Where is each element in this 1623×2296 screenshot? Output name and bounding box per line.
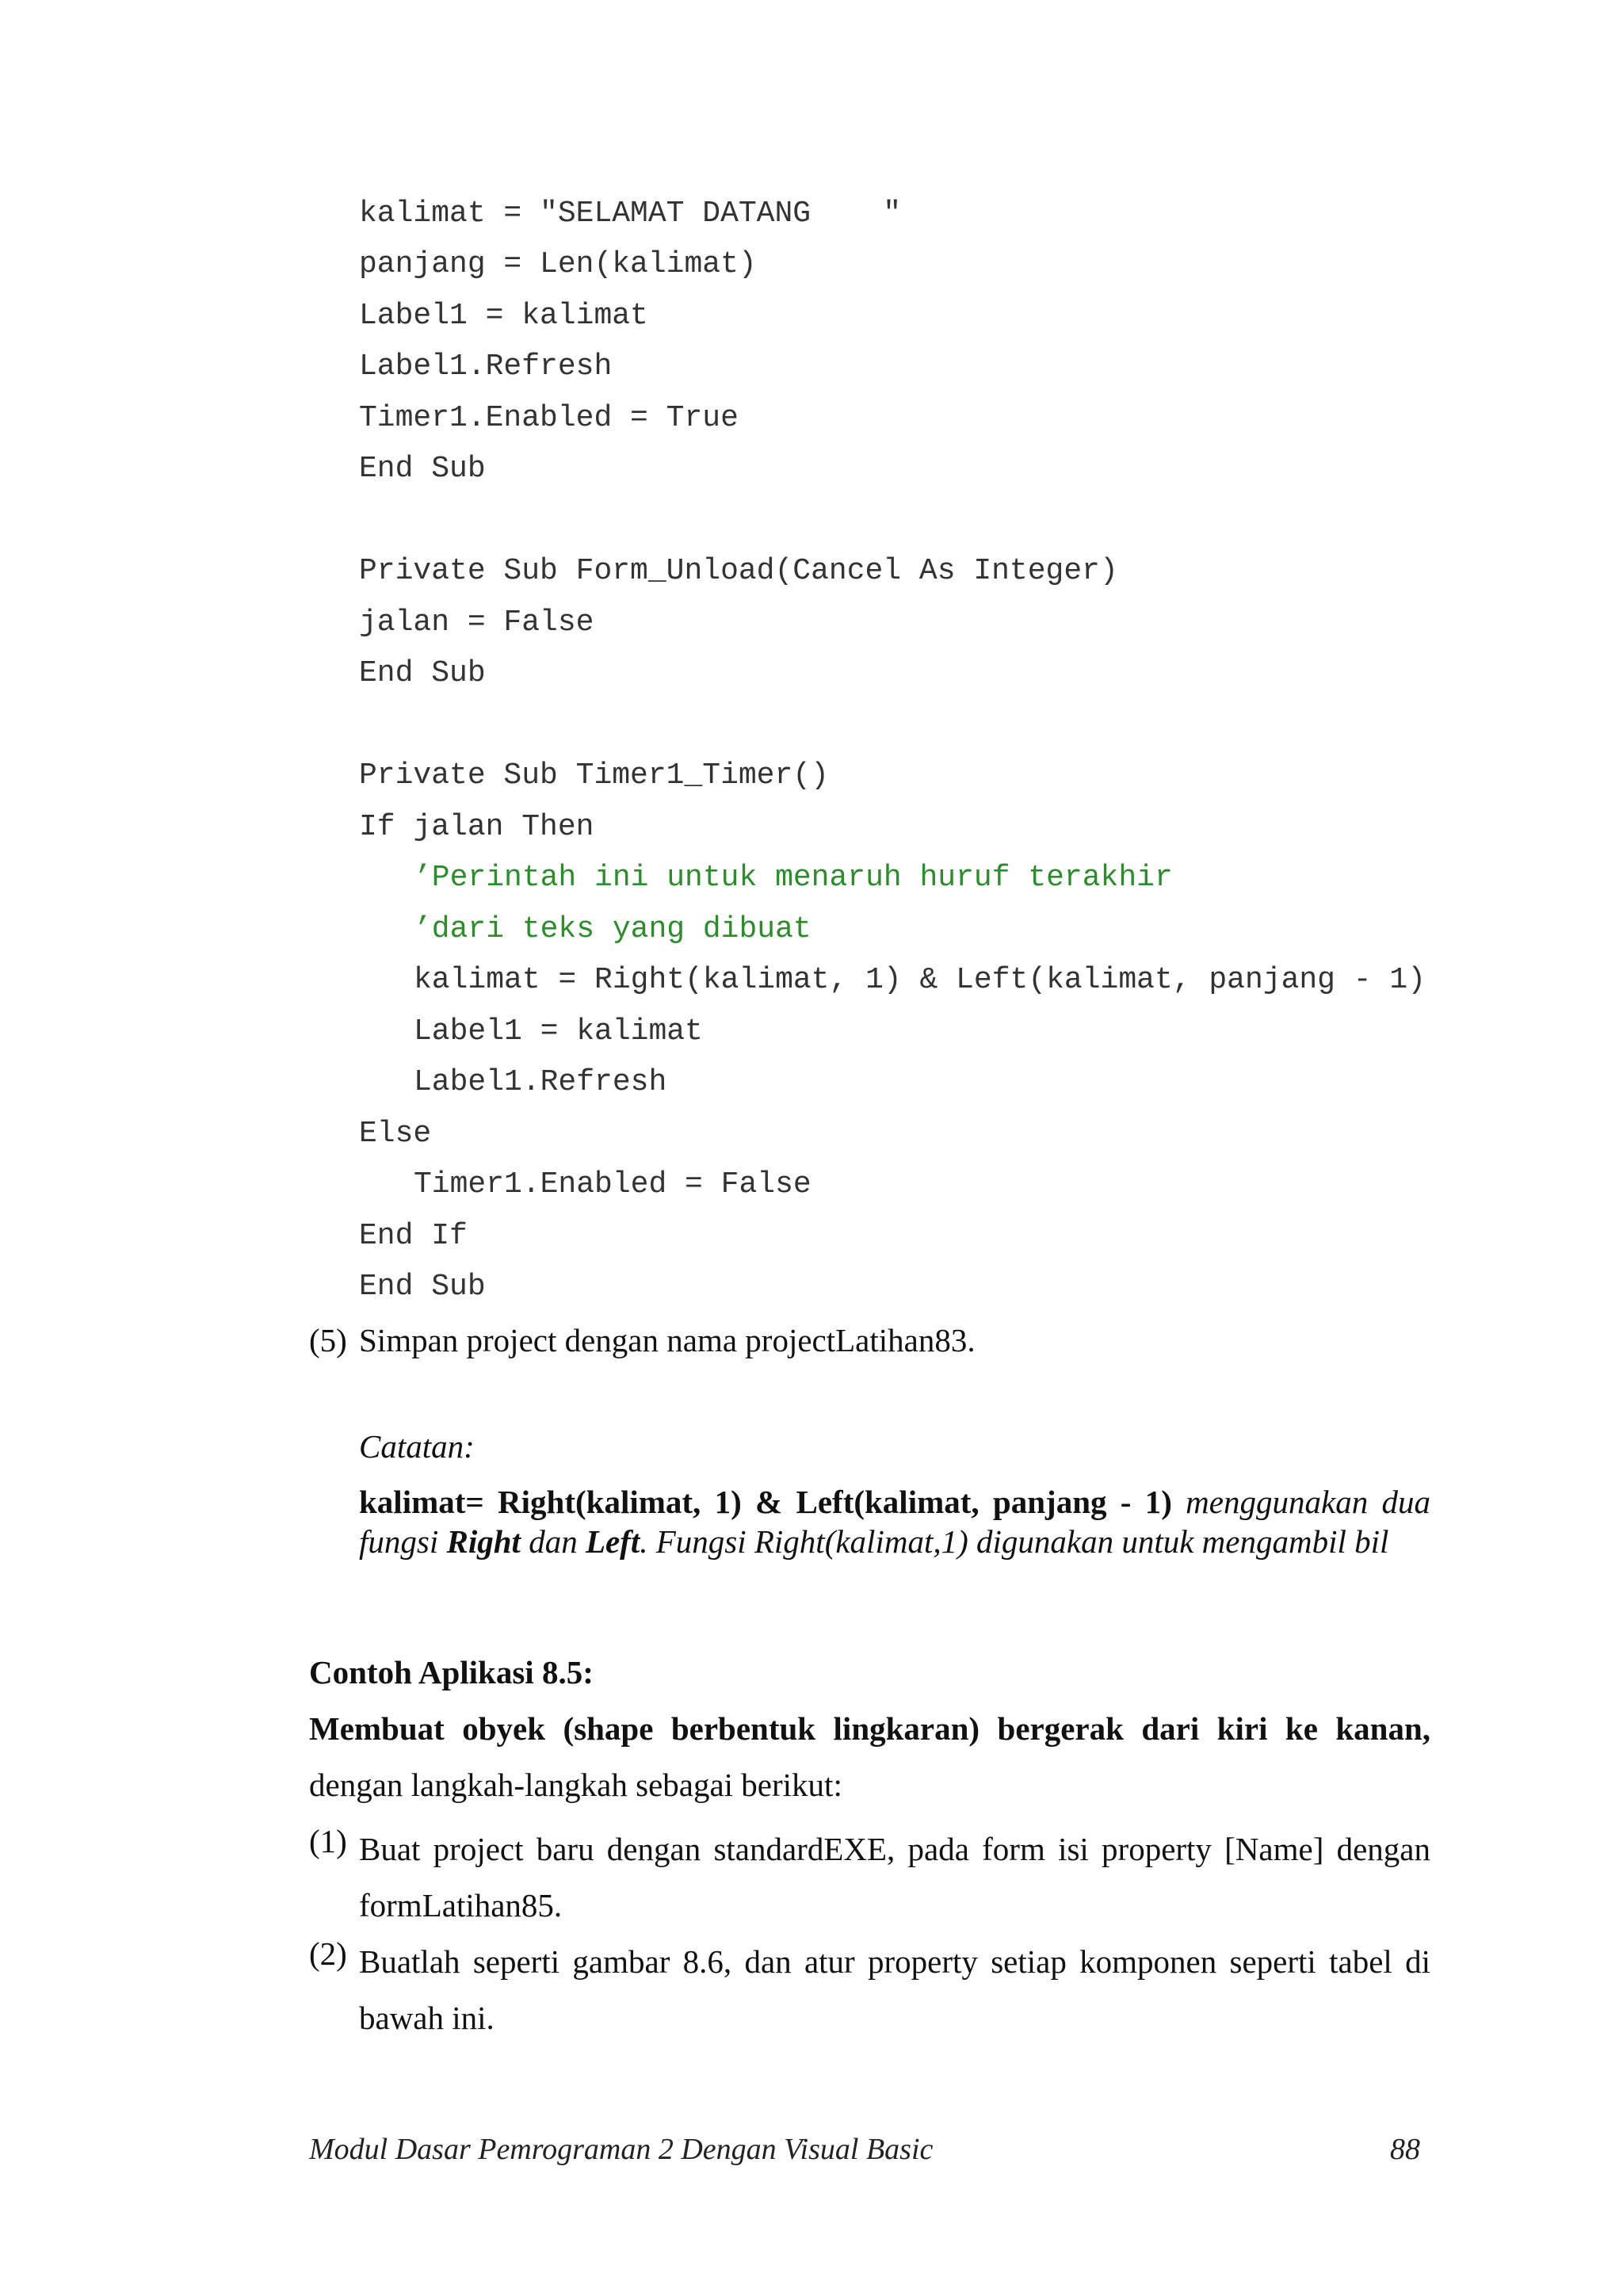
note-paragraph: kalimat= Right(kalimat, 1) & Left(kalimat, panjang - 1) menggunakan dua fungsi Right dan Left. Fungsi Right(kalimat,1) digunakan untuk mengambil bil: [359, 1484, 1430, 1560]
example-title: Membuat obyek (shape berbentuk lingkaran) bergerak dari kiri ke kanan,: [309, 1710, 1430, 1747]
code-line: End Sub: [359, 1270, 486, 1304]
footer-title: Modul Dasar Pemrograman 2 Dengan Visual Basic: [309, 2133, 934, 2166]
code-line: Timer1.Enabled = True: [359, 401, 739, 435]
step-number: (2): [309, 1935, 347, 1972]
code-line: Private Sub Timer1_Timer(): [359, 758, 829, 793]
step-text: Simpan project dengan nama projectLatihan83.: [359, 1322, 976, 1358]
page-number: 88: [1390, 2133, 1420, 2166]
code-line: Label1.Refresh: [414, 1065, 667, 1099]
code-line: panjang = Len(kalimat): [359, 247, 757, 281]
code-comment: ’dari teks yang dibuat: [414, 912, 812, 946]
code-line: End If: [359, 1219, 468, 1253]
code-line: Label1.Refresh: [359, 350, 613, 384]
code-line: Label1 = kalimat: [359, 299, 648, 333]
code-line: jalan = False: [359, 606, 594, 640]
code-line: Private Sub Form_Unload(Cancel As Integer): [359, 554, 1118, 588]
code-line: End Sub: [359, 452, 486, 486]
example-intro: dengan langkah-langkah sebagai berikut:: [309, 1767, 842, 1803]
code-line: Label1 = kalimat: [414, 1014, 703, 1049]
code-line: Else: [359, 1117, 432, 1151]
code-line: Timer1.Enabled = False: [414, 1167, 812, 1201]
code-line: If jalan Then: [359, 810, 594, 844]
code-line: End Sub: [359, 656, 486, 690]
note-title: Catatan:: [359, 1428, 475, 1465]
code-comment: ’Perintah ini untuk menaruh huruf terakhir: [414, 861, 1173, 895]
code-line: kalimat = Right(kalimat, 1) & Left(kalimat, panjang - 1): [414, 963, 1426, 997]
step-number: (1): [309, 1823, 347, 1859]
note-code: kalimat= Right(kalimat, 1) & Left(kalimat, panjang - 1): [359, 1484, 1172, 1520]
code-line: kalimat = "SELAMAT DATANG ": [359, 197, 902, 231]
example-heading: Contoh Aplikasi 8.5:: [309, 1654, 594, 1690]
step-text: Buatlah seperti gambar 8.6, dan atur property setiap komponen seperti tabel di bawah ini.: [359, 1943, 1430, 2036]
step-text: Buat project baru dengan standardEXE, pada form isi property [Name] dengan formLatihan85.: [359, 1831, 1430, 1924]
step-number: (5): [309, 1322, 347, 1358]
